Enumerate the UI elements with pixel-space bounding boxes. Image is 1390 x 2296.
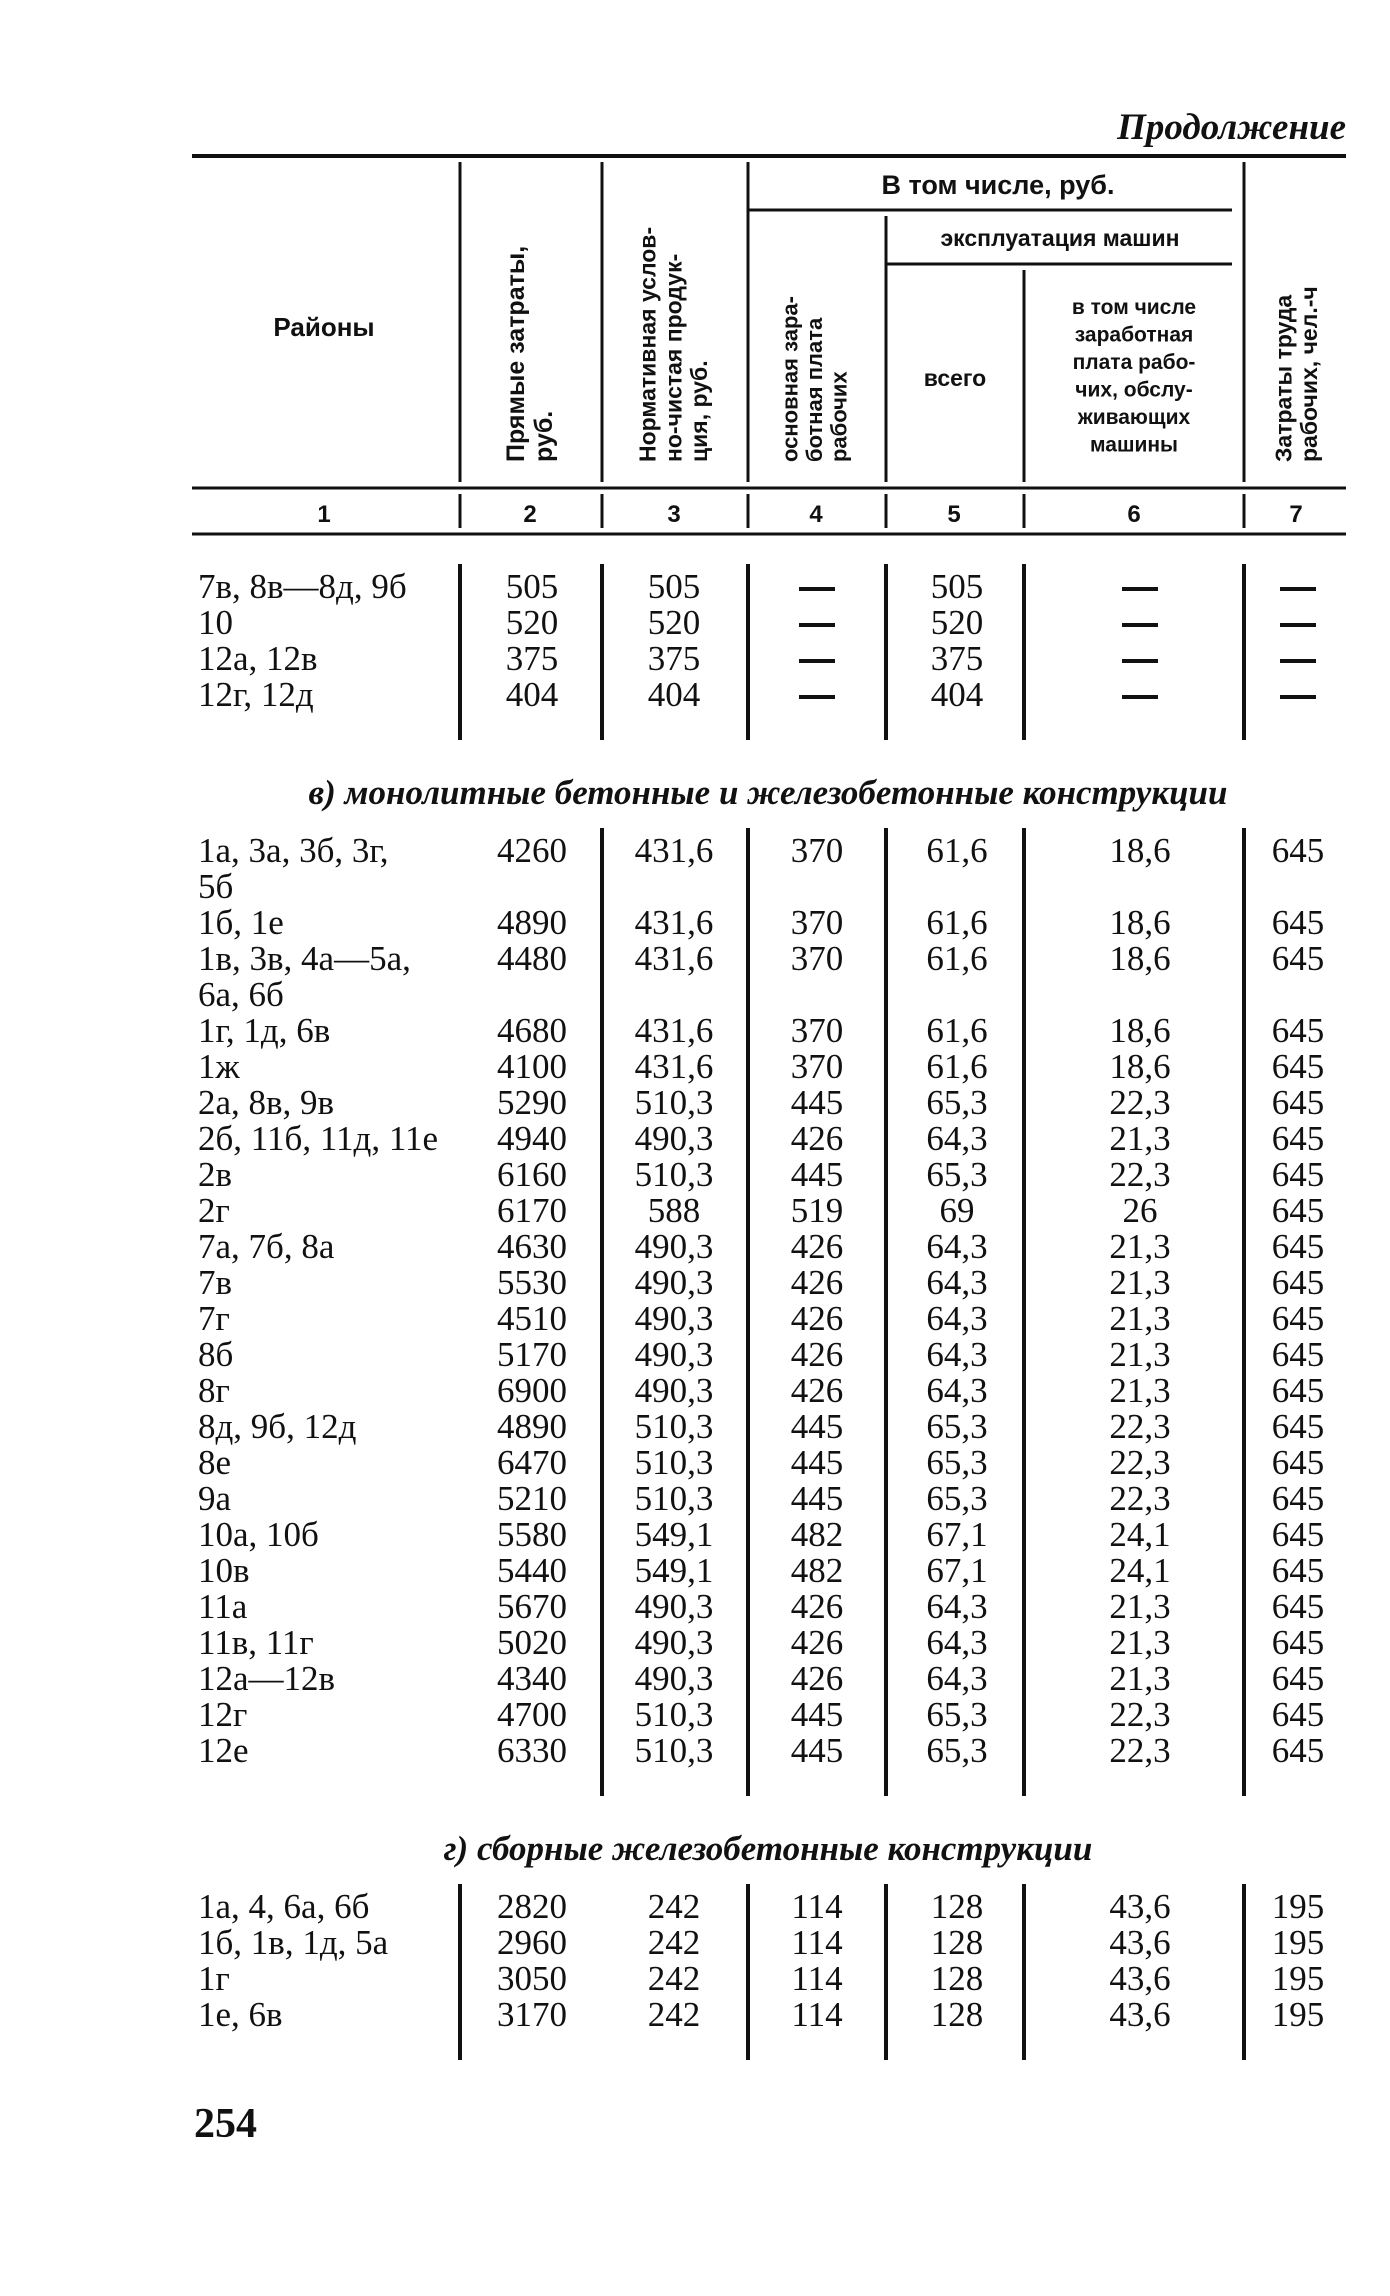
row-district: 12г, 12д [198,675,314,714]
header-base-wage: рабочих [826,371,852,462]
row-value: 519 [790,1191,844,1230]
row-value: 128 [930,1995,984,2034]
row-value: 24,1 [1109,1515,1171,1554]
column-number: 4 [809,501,823,528]
row-value: 505 [505,567,559,606]
row-district: 1б, 1в, 1д, 5а [198,1923,389,1962]
row-value: 510,3 [634,1731,714,1770]
row-district: 2в [198,1155,233,1194]
row-value: 22,3 [1109,1155,1171,1194]
header-including: В том числе, руб. [881,170,1115,200]
row-value: 645 [1271,1371,1325,1410]
row-value: 21,3 [1109,1227,1171,1266]
row-value: 64,3 [926,1119,988,1158]
row-value: 5290 [497,1083,567,1122]
header-base-wage: ботная плата [801,317,827,462]
row-value: 510,3 [634,1695,714,1734]
row-value: 2960 [497,1923,567,1962]
row-value: 490,3 [634,1587,714,1626]
row-value: 22,3 [1109,1443,1171,1482]
row-value: 370 [790,1047,844,1086]
row-district: 8б [198,1335,234,1374]
row-value: 18,6 [1109,903,1171,942]
row-value: 64,3 [926,1263,988,1302]
row-value: 114 [791,1887,843,1926]
row-value: 64,3 [926,1299,988,1338]
header-machine-wage: плата рабо- [1072,351,1196,374]
row-value: 4890 [497,1407,567,1446]
row-value: 2820 [497,1887,567,1926]
row-value: 128 [930,1923,984,1962]
row-value: 114 [791,1923,843,1962]
header-districts: Районы [273,312,375,342]
row-district: 9а [198,1479,232,1518]
row-district: 2а, 8в, 9в [198,1083,335,1122]
row-value: 21,3 [1109,1659,1171,1698]
dash-mark [1122,695,1158,699]
row-value: 61,6 [926,1011,988,1050]
row-value: 645 [1271,1191,1325,1230]
row-district: 2б, 11б, 11д, 11е [198,1119,439,1158]
row-value: 4340 [497,1659,567,1698]
row-district: 12а, 12в [198,639,318,678]
row-value: 43,6 [1109,1959,1171,1998]
row-value: 128 [930,1887,984,1926]
row-value: 5580 [497,1515,567,1554]
row-value: 370 [790,831,844,870]
row-value: 65,3 [926,1695,988,1734]
row-district: 10а, 10б [198,1515,319,1554]
row-value: 22,3 [1109,1695,1171,1734]
row-value: 242 [647,1995,701,2034]
row-district: 1а, 3а, 3б, 3г, [198,831,389,870]
row-district: 1е, 6в [198,1995,283,2034]
row-value: 445 [790,1443,844,1482]
row-district: 1б, 1е [198,903,284,942]
row-value: 505 [647,567,701,606]
header-base-wage: основная зара- [777,296,803,462]
row-value: 431,6 [634,939,714,978]
row-value: 4480 [497,939,567,978]
row-value: 426 [790,1335,844,1374]
row-value: 645 [1271,1299,1325,1338]
row-district: 10 [198,603,233,642]
row-value: 431,6 [634,1047,714,1086]
row-value: 114 [791,1995,843,2034]
row-value: 431,6 [634,903,714,942]
row-value: 482 [790,1551,844,1590]
row-value: 6330 [497,1731,567,1770]
row-value: 445 [790,1479,844,1518]
row-value: 6900 [497,1371,567,1410]
continuation-label: Продолжение [1117,107,1346,148]
row-value: 64,3 [926,1335,988,1374]
row-value: 64,3 [926,1659,988,1698]
dash-mark [1280,623,1316,627]
row-value: 375 [647,639,701,678]
row-value: 645 [1271,1155,1325,1194]
header-machine-wage: живающих [1077,406,1191,429]
row-value: 4680 [497,1011,567,1050]
row-value: 21,3 [1109,1371,1171,1410]
row-value: 69 [939,1191,975,1230]
row-value: 490,3 [634,1227,714,1266]
row-value: 645 [1271,1227,1325,1266]
row-value: 3170 [497,1995,567,2034]
row-value: 510,3 [634,1479,714,1518]
column-number: 6 [1127,501,1141,528]
row-district: 6а, 6б [198,975,284,1014]
row-district: 12е [198,1731,249,1770]
row-value: 128 [930,1959,984,1998]
row-value: 426 [790,1659,844,1698]
row-value: 43,6 [1109,1923,1171,1962]
header-net-production: Нормативная услов- [634,226,661,462]
column-number: 7 [1289,501,1303,528]
row-district: 2г [198,1191,230,1230]
row-value: 520 [647,603,701,642]
row-value: 65,3 [926,1443,988,1482]
dash-mark [799,695,835,699]
dash-mark [799,623,835,627]
row-value: 520 [930,603,984,642]
row-value: 445 [790,1407,844,1446]
column-number: 3 [667,501,681,528]
row-value: 431,6 [634,831,714,870]
dash-mark [799,587,835,591]
row-value: 4940 [497,1119,567,1158]
row-district: 7а, 7б, 8а [198,1227,335,1266]
row-value: 5020 [497,1623,567,1662]
header-net-production: но-чистая продук- [660,253,687,462]
section-title: в) монолитные бетонные и железобетонные конструкции [308,773,1228,812]
header-direct-costs: Прямые затраты, [502,245,530,462]
row-value: 26 [1122,1191,1158,1230]
row-value: 18,6 [1109,831,1171,870]
row-value: 490,3 [634,1299,714,1338]
row-value: 445 [790,1731,844,1770]
row-value: 445 [790,1155,844,1194]
row-value: 645 [1271,1659,1325,1698]
row-value: 426 [790,1371,844,1410]
row-value: 645 [1271,1119,1325,1158]
row-value: 21,3 [1109,1119,1171,1158]
row-value: 549,1 [634,1515,714,1554]
header-labor-costs: рабочих, чел.-ч [1296,286,1323,462]
row-value: 3050 [497,1959,567,1998]
row-value: 645 [1271,1623,1325,1662]
row-value: 645 [1271,1731,1325,1770]
row-value: 22,3 [1109,1731,1171,1770]
row-value: 645 [1271,903,1325,942]
column-number: 2 [523,501,537,528]
row-district: 11в, 11г [198,1623,314,1662]
row-value: 64,3 [926,1623,988,1662]
row-value: 195 [1271,1887,1325,1926]
row-value: 482 [790,1515,844,1554]
row-value: 4890 [497,903,567,942]
row-value: 510,3 [634,1407,714,1446]
row-value: 5530 [497,1263,567,1302]
row-value: 426 [790,1227,844,1266]
row-value: 370 [790,939,844,978]
header-machine-wage: машины [1090,433,1178,457]
row-district: 1г [198,1959,230,1998]
row-district: 7в [198,1263,233,1302]
dash-mark [1280,695,1316,699]
row-value: 67,1 [926,1551,988,1590]
row-district: 1г, 1д, 6в [198,1011,331,1050]
row-value: 645 [1271,1479,1325,1518]
row-value: 6470 [497,1443,567,1482]
dash-mark [1280,587,1316,591]
row-value: 18,6 [1109,1047,1171,1086]
row-district: 7г [198,1299,230,1338]
row-value: 426 [790,1623,844,1662]
header-direct-costs: руб. [530,410,558,462]
row-value: 65,3 [926,1731,988,1770]
row-value: 4700 [497,1695,567,1734]
row-value: 21,3 [1109,1263,1171,1302]
row-value: 5210 [497,1479,567,1518]
row-value: 431,6 [634,1011,714,1050]
row-value: 490,3 [634,1371,714,1410]
row-value: 490,3 [634,1263,714,1302]
row-value: 5670 [497,1587,567,1626]
row-value: 43,6 [1109,1995,1171,2034]
row-value: 645 [1271,1335,1325,1374]
row-district: 10в [198,1551,250,1590]
row-value: 549,1 [634,1551,714,1590]
row-value: 490,3 [634,1119,714,1158]
row-value: 65,3 [926,1407,988,1446]
row-district: 8г [198,1371,230,1410]
row-value: 426 [790,1263,844,1302]
row-value: 242 [647,1887,701,1926]
row-value: 490,3 [634,1335,714,1374]
row-district: 12г [198,1695,248,1734]
row-district: 7в, 8в—8д, 9б [198,567,407,606]
row-value: 4260 [497,831,567,870]
row-value: 370 [790,1011,844,1050]
row-district: 5б [198,867,234,906]
row-value: 588 [647,1191,701,1230]
row-value: 22,3 [1109,1083,1171,1122]
row-value: 645 [1271,1695,1325,1734]
row-value: 114 [791,1959,843,1998]
header-total: всего [923,365,987,391]
row-value: 21,3 [1109,1299,1171,1338]
row-value: 404 [647,675,701,714]
row-value: 645 [1271,831,1325,870]
row-value: 22,3 [1109,1407,1171,1446]
row-value: 510,3 [634,1155,714,1194]
row-value: 4510 [497,1299,567,1338]
row-value: 18,6 [1109,939,1171,978]
row-value: 4100 [497,1047,567,1086]
row-value: 22,3 [1109,1479,1171,1518]
dash-mark [799,659,835,663]
row-value: 445 [790,1695,844,1734]
row-value: 43,6 [1109,1887,1171,1926]
row-value: 510,3 [634,1443,714,1482]
row-value: 490,3 [634,1623,714,1662]
row-value: 61,6 [926,1047,988,1086]
header-net-production: ция, руб. [686,360,713,462]
row-value: 65,3 [926,1155,988,1194]
row-value: 242 [647,1923,701,1962]
dash-mark [1122,623,1158,627]
row-value: 645 [1271,1551,1325,1590]
row-value: 195 [1271,1923,1325,1962]
row-value: 65,3 [926,1083,988,1122]
row-value: 645 [1271,1587,1325,1626]
row-value: 61,6 [926,903,988,942]
dash-mark [1122,659,1158,663]
row-value: 65,3 [926,1479,988,1518]
row-value: 426 [790,1299,844,1338]
row-district: 11а [198,1587,248,1626]
header-machine-wage: чих, обслу- [1075,378,1193,402]
row-value: 645 [1271,1047,1325,1086]
row-value: 490,3 [634,1659,714,1698]
row-value: 64,3 [926,1371,988,1410]
row-value: 645 [1271,939,1325,978]
dash-mark [1122,587,1158,591]
row-value: 645 [1271,1443,1325,1482]
row-value: 5170 [497,1335,567,1374]
row-value: 520 [505,603,559,642]
row-value: 645 [1271,1263,1325,1302]
row-district: 1а, 4, 6а, 6б [198,1887,370,1926]
row-value: 67,1 [926,1515,988,1554]
column-number: 5 [947,501,961,528]
row-district: 1ж [198,1047,240,1086]
row-value: 645 [1271,1407,1325,1446]
row-value: 426 [790,1119,844,1158]
row-value: 21,3 [1109,1335,1171,1374]
row-value: 4630 [497,1227,567,1266]
row-value: 6160 [497,1155,567,1194]
row-value: 645 [1271,1083,1325,1122]
row-value: 375 [505,639,559,678]
row-district: 8д, 9б, 12д [198,1407,357,1446]
row-value: 445 [790,1083,844,1122]
row-value: 370 [790,903,844,942]
row-value: 18,6 [1109,1011,1171,1050]
row-value: 242 [647,1959,701,1998]
header-machine-operation: эксплуатация машин [940,225,1180,251]
row-value: 195 [1271,1995,1325,2034]
page-number: 254 [194,2101,257,2147]
row-value: 195 [1271,1959,1325,1998]
row-district: 8е [198,1443,232,1482]
dash-mark [1280,659,1316,663]
header-machine-wage: заработная [1074,323,1194,347]
header-labor-costs: Затраты труда [1270,294,1297,462]
section-title: г) сборные железобетонные конструкции [443,1829,1093,1868]
row-value: 61,6 [926,939,988,978]
row-value: 510,3 [634,1083,714,1122]
row-value: 21,3 [1109,1587,1171,1626]
row-value: 61,6 [926,831,988,870]
row-value: 5440 [497,1551,567,1590]
column-number: 1 [317,501,331,528]
row-value: 505 [930,567,984,606]
row-value: 64,3 [926,1227,988,1266]
row-value: 404 [505,675,559,714]
row-value: 426 [790,1587,844,1626]
row-value: 64,3 [926,1587,988,1626]
row-value: 24,1 [1109,1551,1171,1590]
row-district: 1в, 3в, 4а—5а, [198,939,411,978]
row-district: 12а—12в [198,1659,336,1698]
row-value: 645 [1271,1515,1325,1554]
row-value: 404 [930,675,984,714]
row-value: 645 [1271,1011,1325,1050]
header-machine-wage: в том числе [1071,296,1197,319]
row-value: 6170 [497,1191,567,1230]
row-value: 21,3 [1109,1623,1171,1662]
row-value: 375 [930,639,984,678]
